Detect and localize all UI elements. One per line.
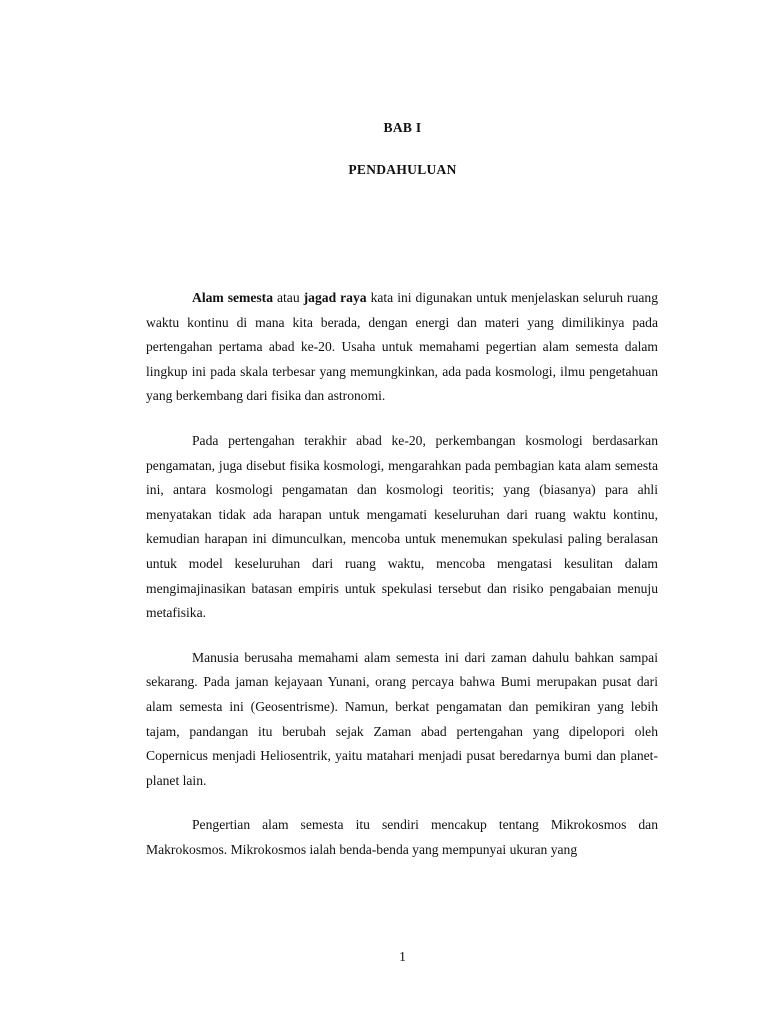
joiner-text: atau	[277, 290, 300, 305]
term-jagad-raya: jagad raya	[303, 290, 367, 305]
chapter-title: PENDAHULUAN	[348, 162, 457, 177]
paragraph-2: Pada pertengahan terakhir abad ke-20, perkembangan kosmologi berdasarkan pengamatan, juga disebut fisika kosmologi, mengarahkan pada pembagian kata alam semesta ini, antara kosmologi pengamatan dan kosmologi teoritis; yang (biasanya) para ahli menyatakan tidak ada harapan untuk mengamati keseluruhan dari ruang waktu kontinu, kemudian harapan ini dimunculkan, mencoba untuk menemukan spekulasi paling beralasan untuk model keseluruhan dari ruang waktu, mencoba mengatasi kesulitan dalam mengimajinasikan batasan empiris untuk spekulasi tersebut dan risiko pengabaian menuju metafisika.	[146, 432, 658, 621]
page-number: 1	[399, 949, 406, 964]
chapter-heading: BAB I	[383, 120, 422, 135]
document-body	[146, 286, 658, 882]
paragraph-4: Pengertian alam semesta itu sendiri mencakup tentang Mikrokosmos dan Makrokosmos. Mikrokosmos ialah benda-benda yang mempunyai ukuran yang	[146, 817, 658, 857]
paragraph-1	[146, 286, 658, 409]
paragraph-3: Manusia berusaha memahami alam semesta ini dari zaman dahulu bahkan sampai sekarang. Pada jaman kejayaan Yunani, orang percaya bahwa Bumi merupakan pusat dari alam semesta ini (Geosentrisme). Namun, berkat pengamatan dan pemikiran yang lebih tajam, pandangan itu berubah sejak Zaman abad pertengahan yang dipelopori oleh Copernicus menjadi Heliosentrik, yaitu matahari menjadi pusat beredarnya bumi dan planet-planet lain.	[146, 649, 658, 788]
paragraph-1-text: kata ini digunakan untuk menjelaskan seluruh ruang waktu kontinu di mana kita berada, dengan energi dan materi yang dimilikinya pada pertengahan pertama abad ke-20. Usaha untuk memahami pegertian alam semesta dalam lingkup ini pada skala terbesar yang memungkinkan, ada pada kosmologi, ilmu pengetahuan yang berkembang dari fisika dan astronomi.	[146, 290, 658, 404]
term-alam-semesta: Alam semesta	[192, 290, 273, 305]
